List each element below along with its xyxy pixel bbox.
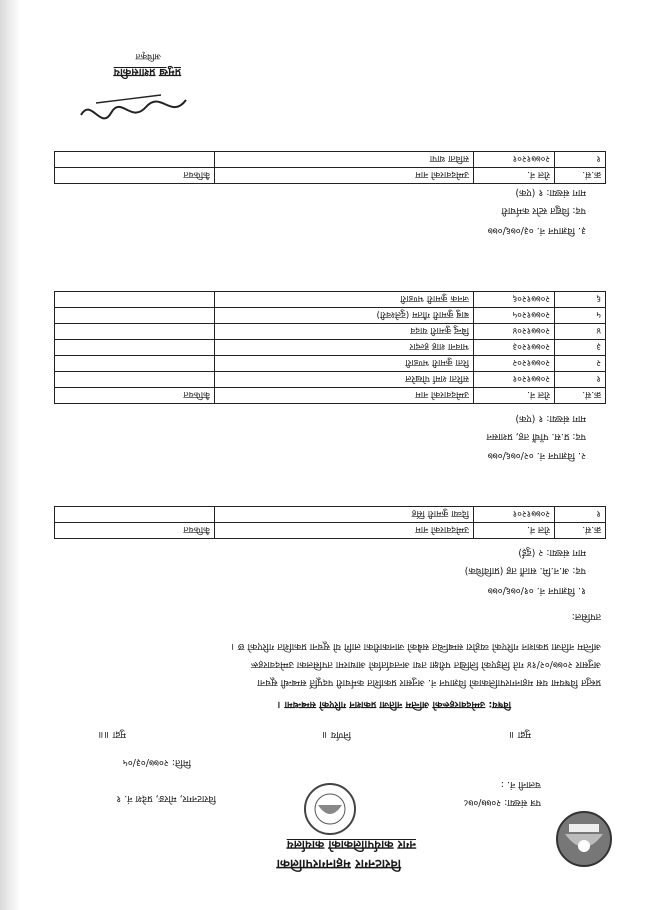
cell-remarks [55, 507, 215, 523]
official-stamp [304, 783, 356, 835]
cell-name: दिव्या कुमारी सिंह [215, 507, 474, 523]
table-row [55, 308, 606, 324]
col-remarks: कैफियत [55, 388, 215, 404]
table-row [55, 324, 606, 340]
cell-roll: २०७७१२०५ [474, 308, 555, 324]
table-header-row [55, 523, 606, 539]
section-3-table [54, 151, 606, 184]
section-3-heading: ३. विज्ञापन नं. ०३/०७६/०७७ [487, 225, 586, 236]
table-row [55, 507, 606, 523]
office-name: विराटनगर महानगरपालिका [276, 856, 401, 871]
cell-roll: २०७७१२०१ [474, 372, 555, 388]
section-2-heading: २. विज्ञापन नं. ०२/०७६/०७७ [487, 450, 586, 461]
cell-sn: ३ [555, 340, 606, 356]
cell-roll: २०७७१२०४ [474, 324, 555, 340]
stamp-emblem-icon [306, 785, 354, 833]
signatory-name: प्रमुख प्रशासकीय [113, 66, 181, 79]
body-line-3: अन्तिम नतिजा प्रकाशन गरिएको व्यहोरा सम्बन्धित सबैको जानकारीका लागि यो सूचना प्रकाशित गरिएको छ । [231, 641, 601, 652]
col-sn: क्र.सं. [555, 168, 606, 184]
col-roll: रोल नं. [474, 388, 555, 404]
col-roll: रोल नं. [474, 523, 555, 539]
mark-left: मुद्रा ॥ [509, 729, 531, 740]
col-sn: क्र.सं. [555, 388, 606, 404]
col-name: उम्मेदवारको नाम [215, 523, 474, 539]
body-line-2: अनुसार २०७७/०२/१४ गते लिइएको लिखित परीक्षा तथा अन्तर्वार्ताको आधारमा तपसिलका उम्मेदवारहरू [251, 659, 601, 670]
cell-roll: २०७७१२०२ [474, 356, 555, 372]
cell-sn: १ [555, 372, 606, 388]
mark-center: निर्णय ॥ [322, 729, 351, 740]
table-row [55, 372, 606, 388]
cell-sn: २ [555, 356, 606, 372]
cell-name: बिन्दु कुमारी यादव [215, 324, 474, 340]
cell-name: भावना शाह हल्दार [215, 340, 474, 356]
scan-edge-shadow [0, 0, 20, 910]
subject-line: विषय: उम्मेदवारहरूको अन्तिम नतिजा प्रकाशन गरिएको सम्बन्धमा । [277, 699, 511, 710]
cell-remarks [55, 152, 215, 168]
table-row [55, 292, 606, 308]
col-name: उम्मेदवारको नाम [215, 388, 474, 404]
section-2-table [54, 291, 606, 404]
cell-sn: १ [555, 507, 606, 523]
cell-name: बाबु कुमारी गौतम (दुलेश्वरी) [215, 308, 474, 324]
section-2-post: पद: प्र.स. पाँचौं तह, प्रशासन [486, 431, 586, 442]
chalani-number: चलानी नं. : [500, 779, 541, 790]
body-line-1: प्रस्तुत विषयमा यस महानगरपालिकाको विज्ञापन नं. अनुसार प्रकाशित कर्मचारी पदपूर्ति सम्बन्धी सूचना [257, 677, 601, 688]
section-1-post: पद: अ.न.मि. सातौं तह (प्राविधिक) [464, 565, 586, 576]
table-row [55, 340, 606, 356]
office-subtitle: नगर कार्यपालिकाको कार्यालय [286, 838, 416, 852]
section-2-seats: माग संख्या: १ (एक) [515, 413, 586, 424]
cell-roll: २०७७१२०१ [474, 152, 555, 168]
section-3-seats: माग संख्या: १ (एक) [515, 187, 586, 198]
col-sn: क्र.सं. [555, 523, 606, 539]
cell-remarks [55, 340, 215, 356]
cell-sn: १ [555, 152, 606, 168]
col-remarks: कैफियत [55, 168, 215, 184]
cell-remarks [55, 356, 215, 372]
cell-remarks [55, 372, 215, 388]
signatory-title: अधिकृत [135, 51, 161, 61]
table-row [55, 356, 606, 372]
section-1-table [54, 506, 606, 539]
government-emblem-icon [555, 810, 613, 868]
section-3-post: पद: विद्युत स्टोर कर्मचारी [501, 205, 586, 216]
cell-name: रिता कुमारी भण्डारी [215, 356, 474, 372]
col-remarks: कैफियत [55, 523, 215, 539]
col-roll: रोल नं. [474, 168, 555, 184]
cell-roll: २०७७१२०१ [474, 507, 555, 523]
cell-name: सरिता शर्मा पोखरेल [215, 372, 474, 388]
table-row [55, 152, 606, 168]
body-line-4: तपसिल: [571, 611, 601, 622]
letter-date: मिति: २०७७/०३/०५ [122, 757, 191, 768]
cell-name: जनक कुमारी भण्डारी [215, 292, 474, 308]
cell-roll: २०७७१२०३ [474, 340, 555, 356]
handwritten-signature [76, 85, 191, 125]
cell-remarks [55, 292, 215, 308]
col-name: उम्मेदवारको नाम [215, 168, 474, 184]
section-1-seats: माग संख्या: २ (दुई) [518, 547, 586, 558]
table-header-row [55, 388, 606, 404]
cell-sn: ६ [555, 292, 606, 308]
cell-sn: ४ [555, 324, 606, 340]
letter-reference: पत्र संख्या: २०७७/०७८ [463, 797, 541, 808]
cell-remarks [55, 308, 215, 324]
mark-right: मुद्रा ॥॥ [98, 729, 126, 740]
cell-roll: २०७७१२०६ [474, 292, 555, 308]
table-header-row [55, 168, 606, 184]
section-1-heading: १. विज्ञापन नं. ०१/०७६/०७७ [487, 585, 586, 596]
cell-name: सविता थापा [215, 152, 474, 168]
cell-remarks [55, 324, 215, 340]
office-address: विराटनगर, मोरङ, प्रदेश नं. १ [116, 793, 216, 804]
cell-sn: ५ [555, 308, 606, 324]
